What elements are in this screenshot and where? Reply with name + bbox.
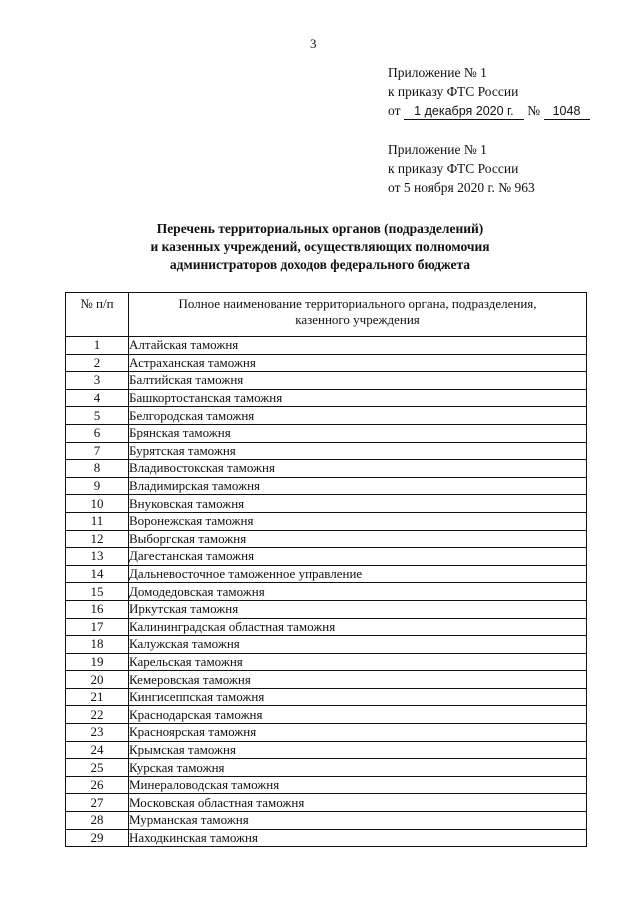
row-name: Алтайская таможня <box>129 337 587 355</box>
table-row <box>66 724 587 742</box>
table-row <box>66 495 587 513</box>
table-row <box>66 741 587 759</box>
row-name: Минераловодская таможня <box>129 776 587 794</box>
column-header-name <box>129 293 587 337</box>
row-name: Дагестанская таможня <box>129 548 587 566</box>
appendix-label: Приложение № 1 <box>388 65 487 80</box>
table-row <box>66 337 587 355</box>
title-line: и казенных учреждений, осуществляющих полномочия <box>150 239 490 254</box>
table-row <box>66 424 587 442</box>
row-number: 27 <box>66 794 129 812</box>
column-header-number: № п/п <box>66 293 129 337</box>
order-reference: к приказу ФТС России <box>388 84 519 99</box>
row-number: 9 <box>66 477 129 495</box>
table-row <box>66 706 587 724</box>
order-date: 1 декабря 2020 г. <box>404 104 524 120</box>
row-number: 21 <box>66 688 129 706</box>
row-number: 28 <box>66 812 129 830</box>
title-line: администраторов доходов федерального бюджета <box>169 257 471 272</box>
row-name: Астраханская таможня <box>129 354 587 372</box>
row-name: Иркутская таможня <box>129 600 587 618</box>
registry-table <box>65 292 587 847</box>
order-date-number-line: от 5 ноября 2020 г. № 963 <box>388 180 535 195</box>
table-row <box>66 653 587 671</box>
row-name: Воронежская таможня <box>129 512 587 530</box>
row-number: 13 <box>66 548 129 566</box>
table-row <box>66 759 587 777</box>
table-row <box>66 671 587 689</box>
row-number: 24 <box>66 741 129 759</box>
row-name: Калининградская областная таможня <box>129 618 587 636</box>
table-row <box>66 460 587 478</box>
row-number: 12 <box>66 530 129 548</box>
row-name: Карельская таможня <box>129 653 587 671</box>
row-name: Мурманская таможня <box>129 812 587 830</box>
row-number: 25 <box>66 759 129 777</box>
row-number: 8 <box>66 460 129 478</box>
row-name: Домодедовская таможня <box>129 583 587 601</box>
table-row <box>66 512 587 530</box>
row-name: Красноярская таможня <box>129 724 587 742</box>
table-row <box>66 530 587 548</box>
row-name: Кингисеппская таможня <box>129 688 587 706</box>
row-number: 20 <box>66 671 129 689</box>
table-header-row <box>66 293 587 337</box>
table-row <box>66 688 587 706</box>
row-name: Белгородская таможня <box>129 407 587 425</box>
appendix-header-current <box>388 63 590 120</box>
number-sign: № <box>527 103 541 118</box>
table-row <box>66 442 587 460</box>
row-name: Бурятская таможня <box>129 442 587 460</box>
row-number: 23 <box>66 724 129 742</box>
row-number: 3 <box>66 372 129 390</box>
table-row <box>66 389 587 407</box>
appendix-label: Приложение № 1 <box>388 142 487 157</box>
row-name: Кемеровская таможня <box>129 671 587 689</box>
table-row <box>66 407 587 425</box>
table-row <box>66 776 587 794</box>
order-number: 1048 <box>544 104 590 120</box>
row-name: Внуковская таможня <box>129 495 587 513</box>
row-name: Владимирская таможня <box>129 477 587 495</box>
table-row <box>66 372 587 390</box>
row-name: Московская областная таможня <box>129 794 587 812</box>
row-name: Находкинская таможня <box>129 829 587 847</box>
table-row <box>66 618 587 636</box>
table-row <box>66 354 587 372</box>
row-number: 2 <box>66 354 129 372</box>
row-name: Курская таможня <box>129 759 587 777</box>
title-line: Перечень территориальных органов (подразделений) <box>156 221 484 236</box>
date-prefix: от <box>388 103 401 118</box>
row-name: Крымская таможня <box>129 741 587 759</box>
table-row <box>66 548 587 566</box>
row-number: 29 <box>66 829 129 847</box>
document-title <box>0 220 640 274</box>
row-number: 5 <box>66 407 129 425</box>
row-number: 6 <box>66 424 129 442</box>
column-header-name-line2: казенного учреждения <box>295 312 420 327</box>
row-number: 14 <box>66 565 129 583</box>
row-number: 7 <box>66 442 129 460</box>
row-name: Брянская таможня <box>129 424 587 442</box>
row-number: 11 <box>66 512 129 530</box>
table-row <box>66 477 587 495</box>
row-number: 18 <box>66 636 129 654</box>
table-row <box>66 565 587 583</box>
page-number: 3 <box>310 36 317 51</box>
row-number: 22 <box>66 706 129 724</box>
row-name: Выборгская таможня <box>129 530 587 548</box>
row-number: 26 <box>66 776 129 794</box>
row-number: 10 <box>66 495 129 513</box>
table-row <box>66 600 587 618</box>
row-number: 19 <box>66 653 129 671</box>
row-name: Владивостокская таможня <box>129 460 587 478</box>
column-header-name-line1: Полное наименование территориального органа, подразделения, <box>178 296 537 311</box>
order-reference: к приказу ФТС России <box>388 161 519 176</box>
table-row <box>66 829 587 847</box>
row-number: 17 <box>66 618 129 636</box>
table-row <box>66 583 587 601</box>
row-number: 15 <box>66 583 129 601</box>
row-name: Дальневосточное таможенное управление <box>129 565 587 583</box>
row-number: 4 <box>66 389 129 407</box>
row-number: 1 <box>66 337 129 355</box>
table-row <box>66 794 587 812</box>
table-row <box>66 812 587 830</box>
row-name: Калужская таможня <box>129 636 587 654</box>
order-date-number-line <box>388 101 590 120</box>
row-number: 16 <box>66 600 129 618</box>
table-row <box>66 636 587 654</box>
row-name: Башкортостанская таможня <box>129 389 587 407</box>
row-name: Балтийская таможня <box>129 372 587 390</box>
appendix-header-previous <box>388 140 535 197</box>
row-name: Краснодарская таможня <box>129 706 587 724</box>
